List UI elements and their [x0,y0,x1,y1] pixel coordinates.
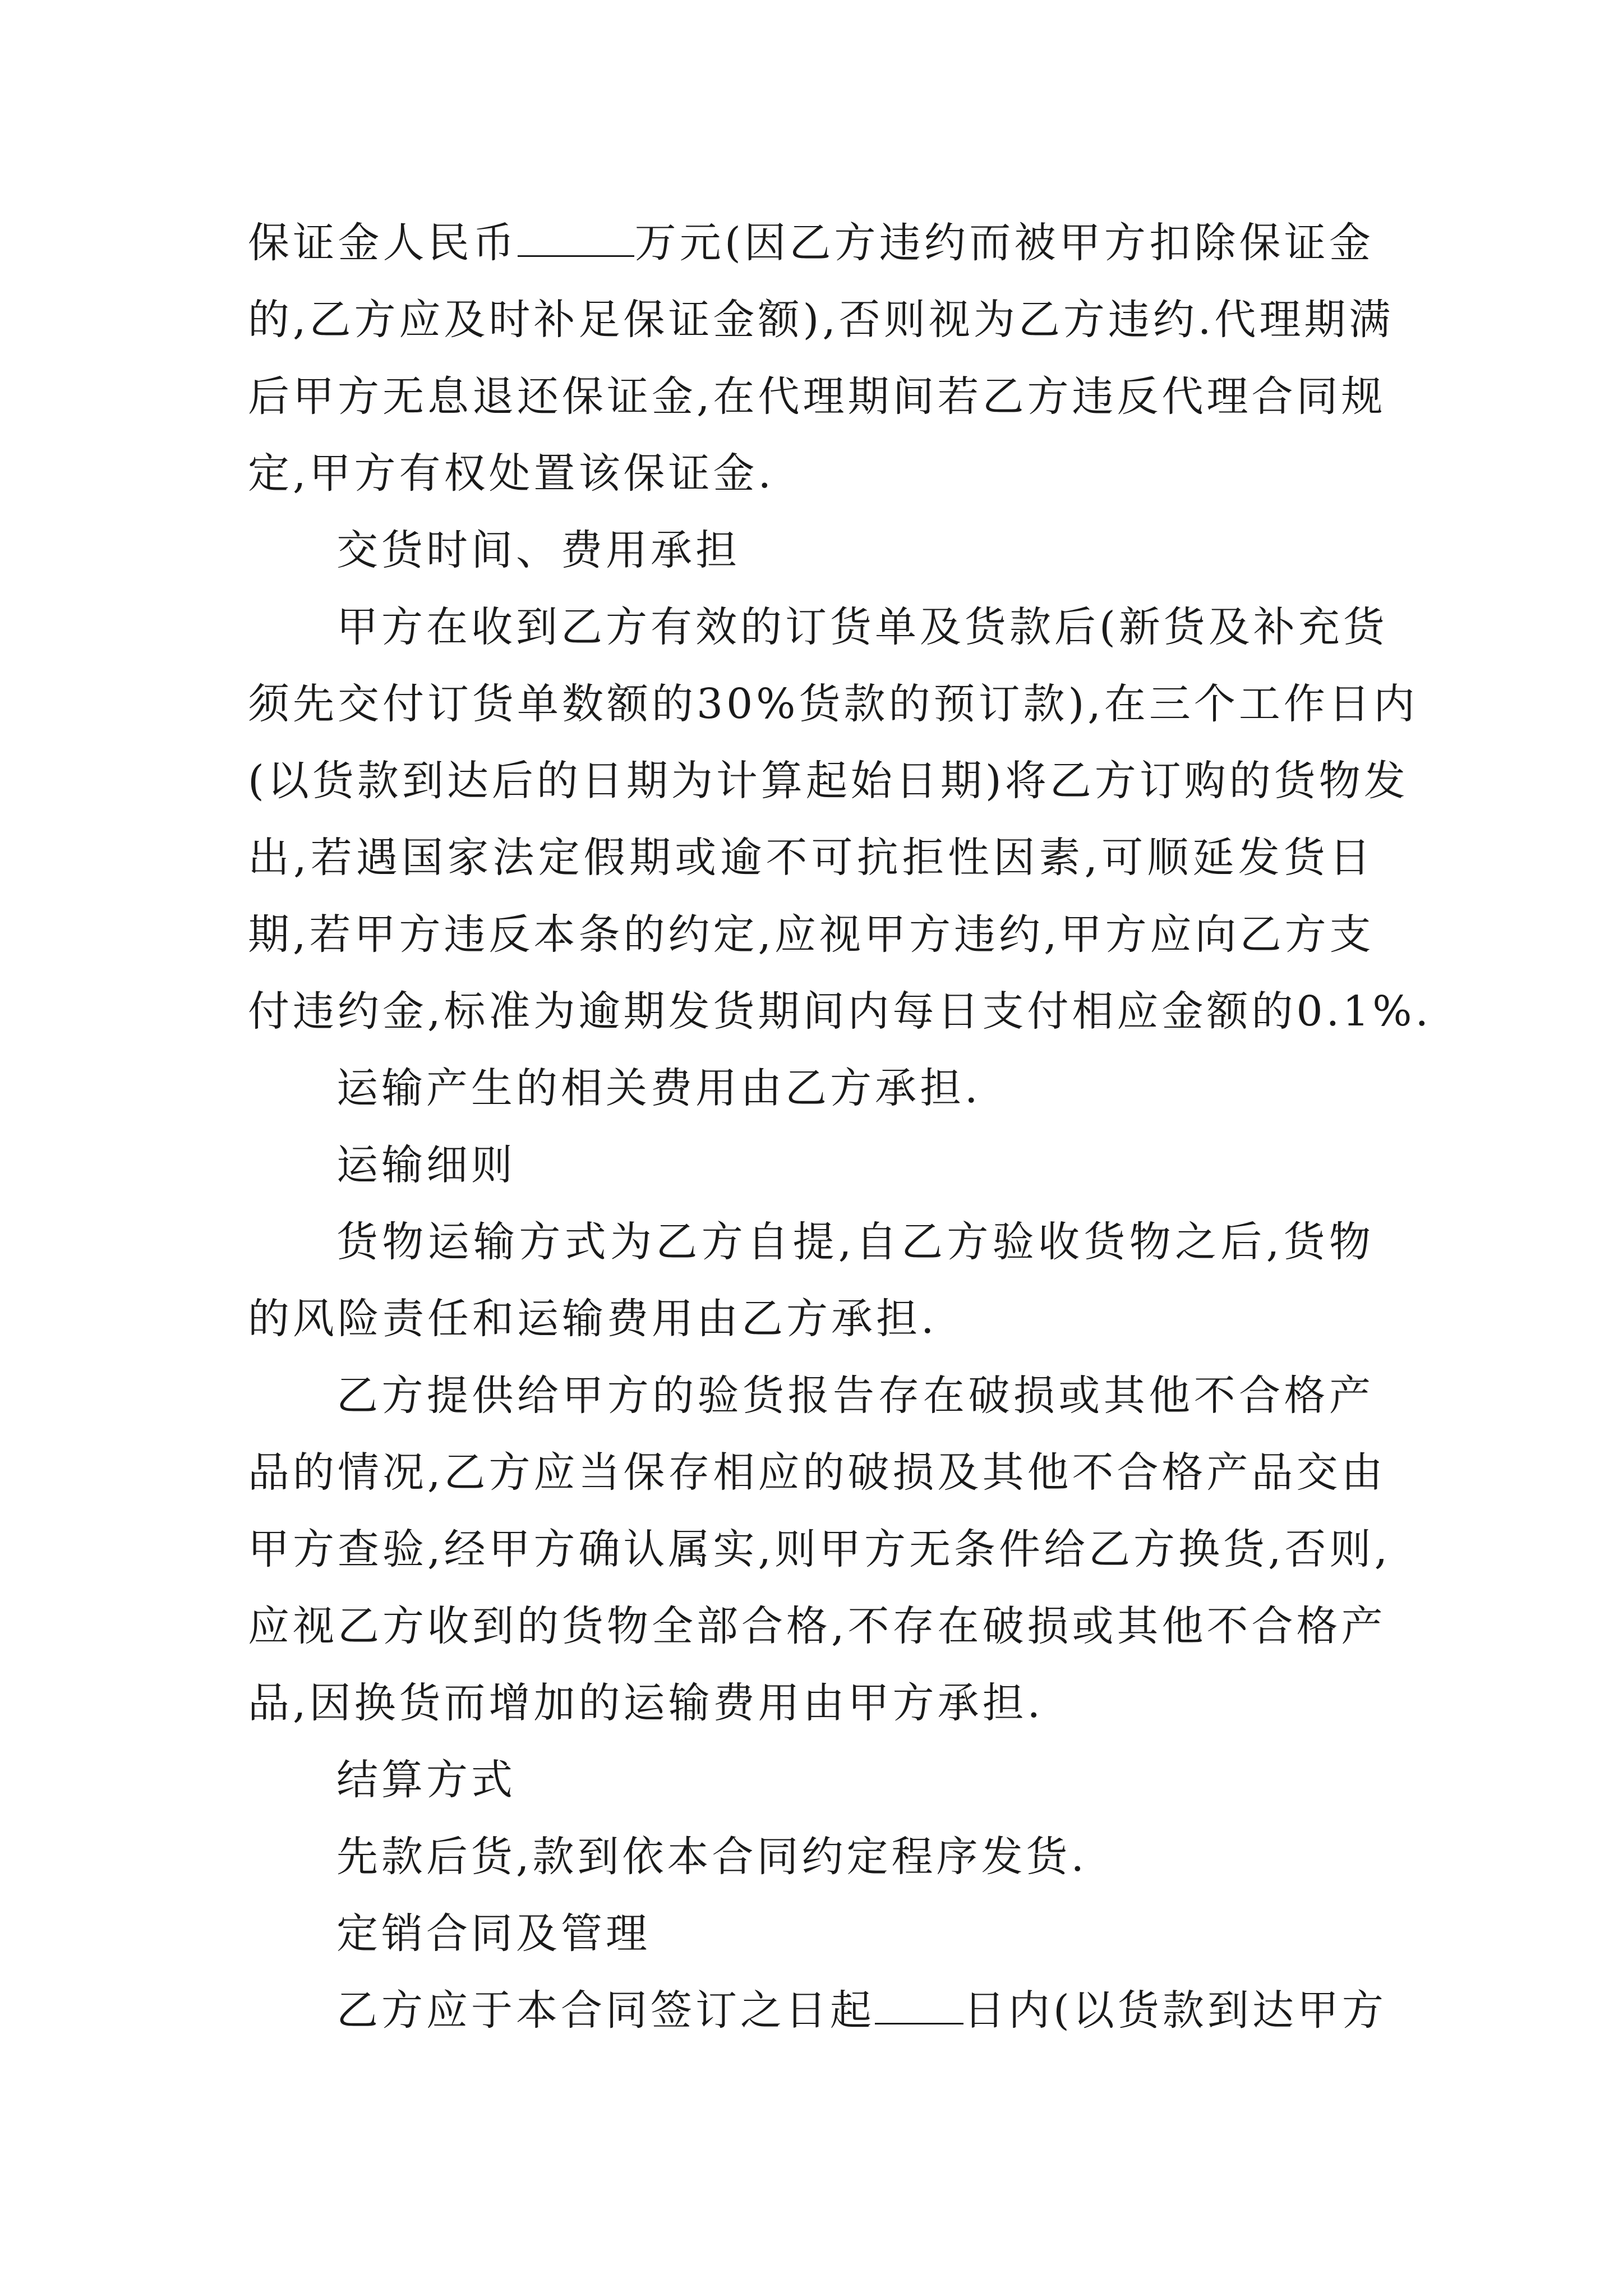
paragraph-line: 定,甲方有权处置该保证金. [248,449,775,498]
paragraph-line: 乙方提供给甲方的验货报告存在破损或其他不合格产 [336,1372,1374,1420]
text-segment: 保证金人民币 [248,219,518,267]
paragraph-line: 的风险责任和运输费用由乙方承担. [248,1295,938,1343]
fill-in-blank [518,220,634,257]
section-heading: 运输细则 [336,1141,516,1189]
paragraph-line: 期,若甲方违反本条的约定,应视甲方违约,甲方应向乙方支 [248,910,1375,959]
document-body [248,205,1432,2049]
paragraph-line [248,1972,1387,2049]
paragraph-line: 先款后货,款到依本合同约定程序发货. [336,1833,1088,1881]
paragraph-line: 运输产生的相关费用由乙方承担. [336,1064,981,1112]
fill-in-blank [875,1988,963,2024]
text-segment: 乙方应于本合同签订之日起 [336,1986,875,2035]
paragraph-line: 品的情况,乙方应当保存相应的破损及其他不合格产品交由 [248,1448,1386,1497]
paragraph-line: 后甲方无息退还保证金,在代理期间若乙方违反代理合同规 [248,372,1386,421]
section-heading: 结算方式 [336,1756,516,1804]
paragraph-line: 付违约金,标准为逾期发货期间内每日支付相应金额的0.1%. [248,987,1432,1036]
paragraph-line: (以货款到达后的日期为计算起始日期)将乙方订购的货物发 [248,757,1409,805]
paragraph-line: 甲方查验,经甲方确认属实,则甲方无条件给乙方换货,否则, [248,1525,1391,1573]
paragraph-line [248,205,1374,282]
section-heading: 交货时间、费用承担 [336,526,740,574]
text-segment: 万元(因乙方违约而被甲方扣除保证金 [634,219,1374,267]
paragraph-line: 须先交付订货单数额的30%货款的预订款),在三个工作日内 [248,680,1418,728]
text-segment: 日内(以货款到达甲方 [963,1986,1387,2035]
paragraph-line: 应视乙方收到的货物全部合格,不存在破损或其他不合格产 [248,1602,1386,1650]
section-heading: 定销合同及管理 [336,1910,651,1958]
paragraph-line: 的,乙方应及时补足保证金额),否则视为乙方违约.代理期满 [248,296,1394,344]
paragraph-line: 货物运输方式为乙方自提,自乙方验收货物之后,货物 [336,1218,1374,1266]
paragraph-line: 品,因换货而增加的运输费用由甲方承担. [248,1679,1044,1727]
paragraph-line: 出,若遇国家法定假期或逾不可抗拒性因素,可顺延发货日 [248,834,1374,882]
paragraph-line: 甲方在收到乙方有效的订货单及货款后(新货及补充货 [336,603,1388,651]
